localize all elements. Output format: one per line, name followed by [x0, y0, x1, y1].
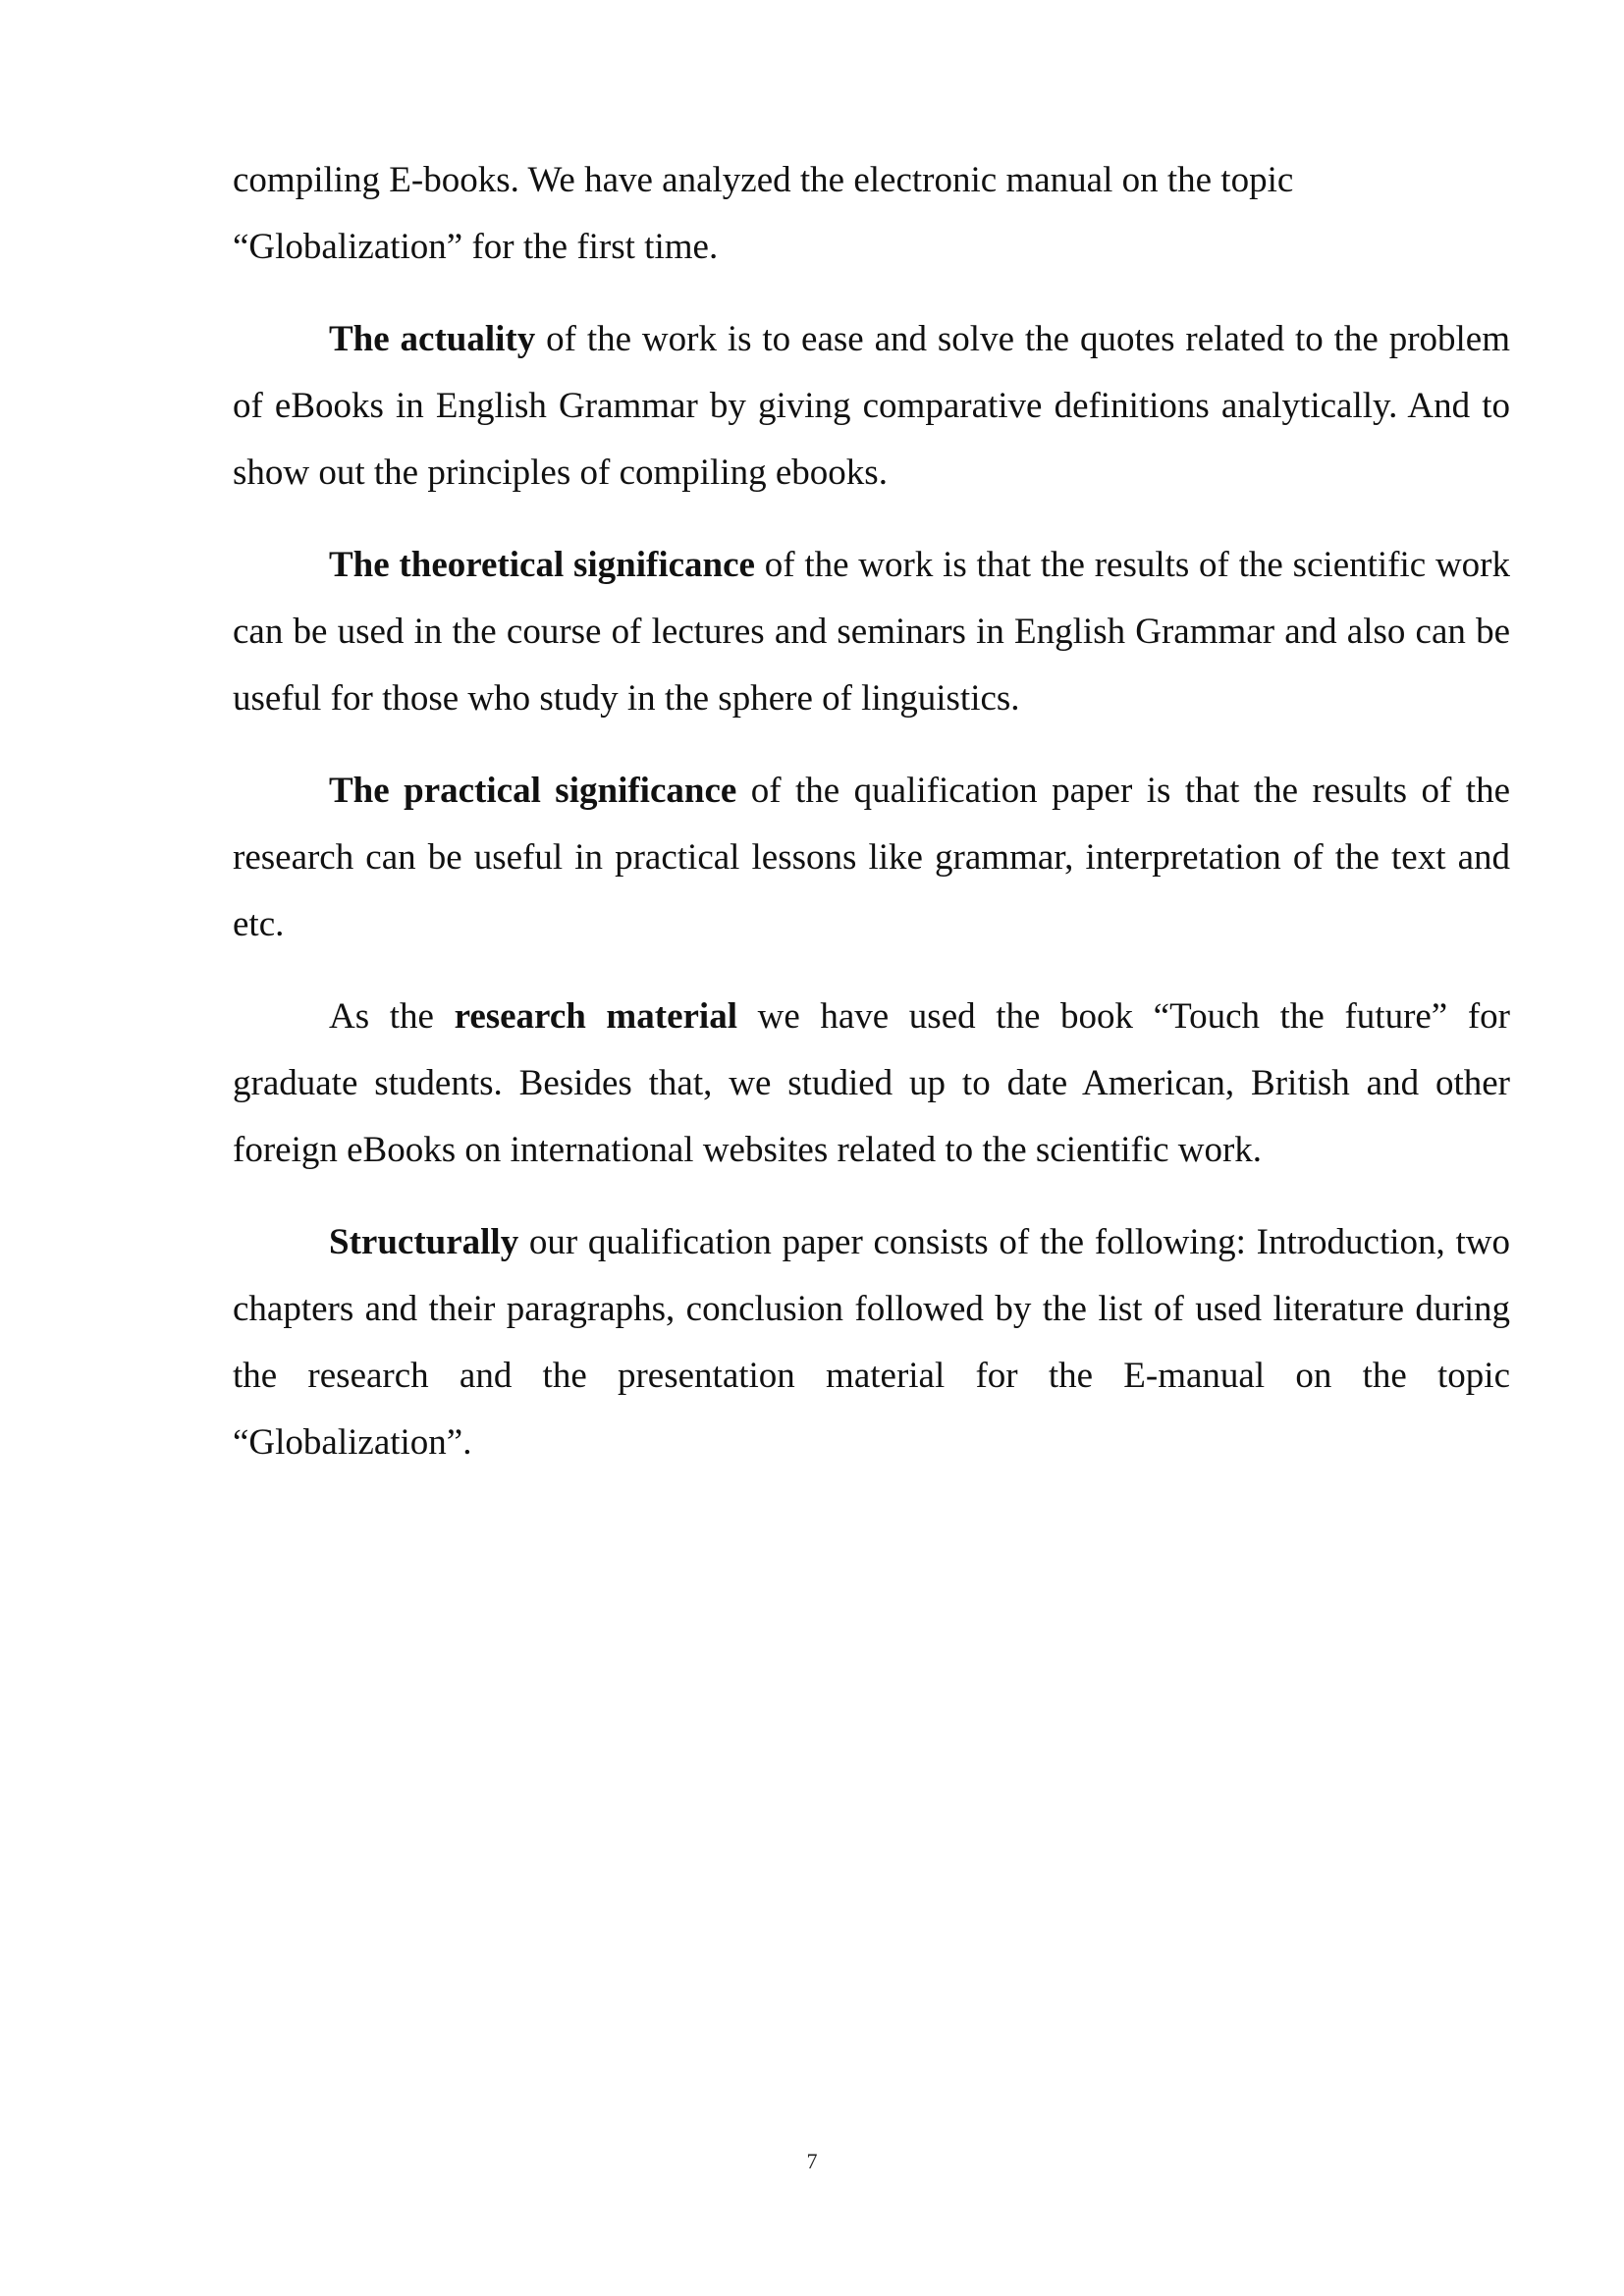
paragraph-text: we have used the book “Touch the future” for graduate students. Besides that, we studied up to date American, British and other foreign eBooks on international websites related to the scientific work. [233, 996, 1510, 1170]
paragraph-text: of the work is that the results of the scientific work can be used in the course of lectures and seminars in English Grammar and also can be useful for those who study in the sphere of linguistics. [233, 545, 1511, 719]
paragraph-text: our qualification paper consists of the following: Introduction, two chapters and their paragraphs, conclusion followed by the list of used literature during the research and the presentation material for the E-manual on the topic “Globalization”. [233, 1222, 1510, 1463]
paragraph-lead: Structurally [329, 1222, 519, 1262]
paragraph-actuality [233, 306, 1510, 507]
paragraph-theoretical-significance [233, 532, 1510, 732]
paragraph-text: of the work is to ease and solve the quotes related to the problem of eBooks in English Grammar by giving comparative definitions analytically. And to show out the principles of compiling ebooks. [233, 319, 1510, 493]
paragraph-text: compiling E-books. We have analyzed the electronic manual on the topic “Globalization” for the first time. [233, 160, 1294, 267]
paragraph-prefix: As the [329, 996, 455, 1037]
paragraph-structure [233, 1209, 1510, 1476]
page-body [233, 147, 1510, 1502]
page-number: 7 [806, 2149, 818, 2173]
paragraph-lead: The theoretical significance [329, 545, 755, 585]
paragraph-intro-continuation [233, 147, 1510, 281]
paragraph-research-material [233, 984, 1510, 1184]
paragraph-lead: The actuality [329, 319, 536, 359]
paragraph-lead: research material [454, 996, 737, 1037]
paragraph-lead: The practical significance [329, 771, 737, 811]
paragraph-practical-significance [233, 758, 1510, 958]
paragraph-text: of the qualification paper is that the results of the research can be useful in practical lessons like grammar, interpretation of the text and etc. [233, 771, 1510, 944]
